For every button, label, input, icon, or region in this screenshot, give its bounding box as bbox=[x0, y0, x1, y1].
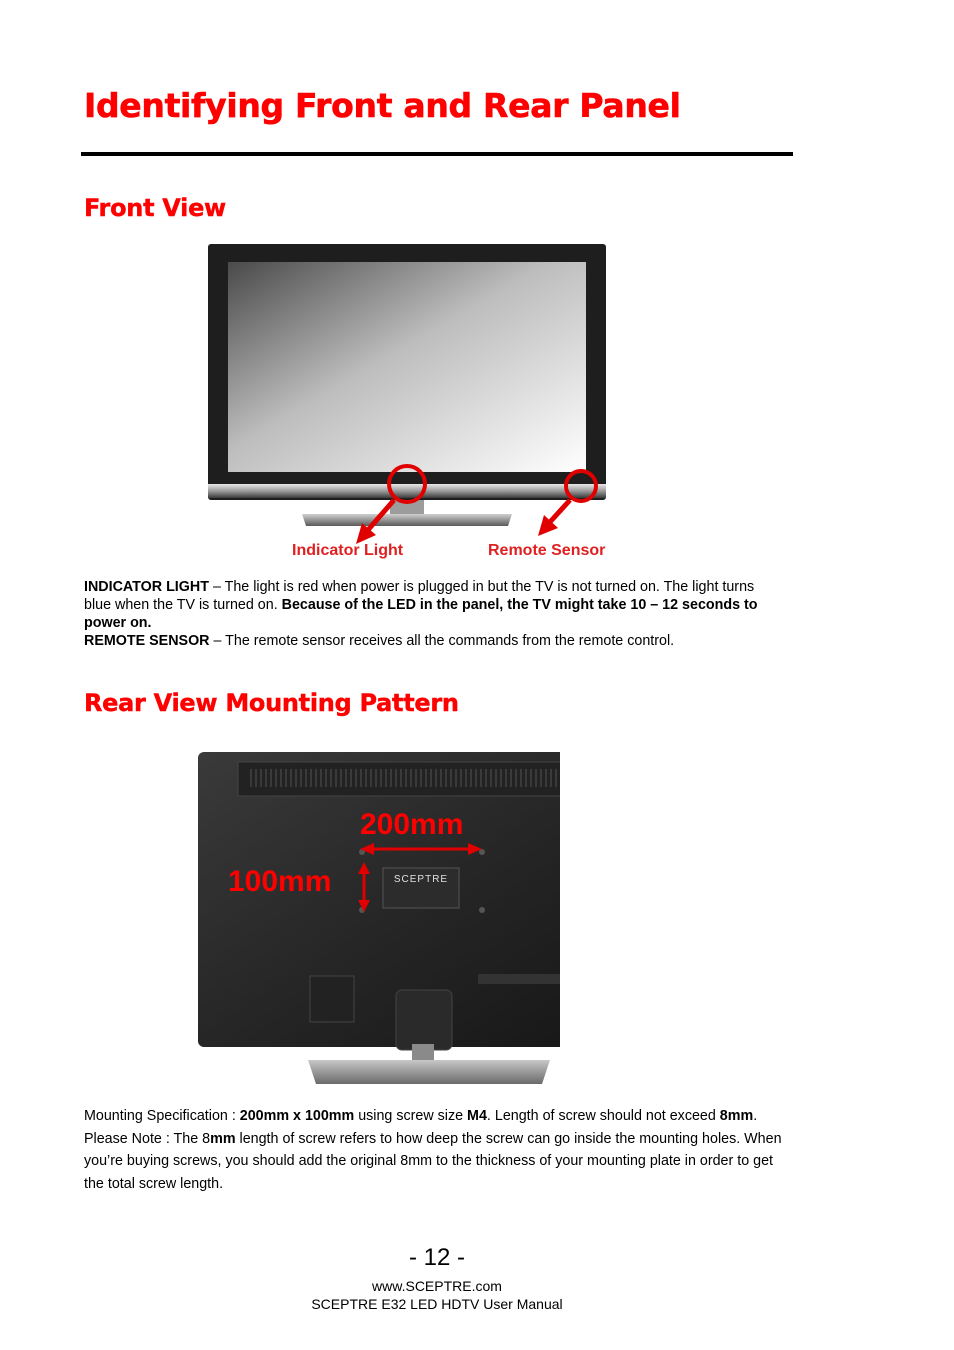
spec-mm: mm bbox=[210, 1130, 236, 1147]
remote-sensor-text: – The remote sensor receives all the commands from the remote control. bbox=[209, 633, 675, 649]
tv-stand bbox=[302, 514, 512, 526]
front-view-description bbox=[84, 578, 784, 650]
rear-tv-stand bbox=[308, 1060, 550, 1084]
spec-length: 8mm bbox=[719, 1108, 754, 1124]
front-view-heading: Front View bbox=[84, 194, 226, 222]
spec-text-3: using screw size bbox=[354, 1108, 468, 1124]
dim-100mm-label: 100mm bbox=[228, 865, 332, 898]
spec-text-9: length of screw refers to how deep the screw can go inside the mounting holes. When you’re buying screws, you should add the original 8mm to the thickness of your mounting plate in order to get the total screw length. bbox=[84, 1130, 782, 1192]
sceptre-badge-text: SCEPTRE bbox=[393, 874, 449, 885]
tv-screen bbox=[228, 262, 586, 472]
tv-bottom-strip bbox=[208, 484, 606, 498]
page-number: - 12 - bbox=[408, 1244, 465, 1271]
spec-text-7: . Please Note : The 8 bbox=[84, 1108, 758, 1147]
indicator-light-term: INDICATOR LIGHT bbox=[84, 579, 209, 595]
front-view-image bbox=[190, 238, 640, 568]
spec-pattern: 200mm x 100mm bbox=[239, 1108, 355, 1124]
indicator-light-text: – The light is red when power is plugged in but the TV is not turned on. The light turns blue when the TV is turned on. bbox=[84, 579, 755, 613]
mounting-specification bbox=[84, 1105, 794, 1195]
dim-200mm-label: 200mm bbox=[360, 808, 464, 841]
page-title: Identifying Front and Rear Panel bbox=[84, 86, 681, 125]
rear-view-image bbox=[190, 748, 560, 1088]
indicator-light-label: Indicator Light bbox=[292, 542, 404, 559]
spec-screw-size: M4 bbox=[467, 1108, 487, 1124]
rear-view-heading: Rear View Mounting Pattern bbox=[84, 689, 459, 717]
footer-manual-title: SCEPTRE E32 LED HDTV User Manual bbox=[311, 1296, 563, 1312]
spec-text-1: Mounting Specification : bbox=[84, 1108, 240, 1124]
remote-sensor-label: Remote Sensor bbox=[488, 542, 606, 559]
spec-text-5: . Length of screw should not exceed bbox=[486, 1108, 720, 1124]
footer-website: www.SCEPTRE.com bbox=[372, 1278, 502, 1294]
indicator-light-note: Because of the LED in the panel, the TV might take 10 – 12 seconds to power on. bbox=[84, 597, 758, 631]
title-divider bbox=[81, 152, 793, 156]
remote-sensor-term: REMOTE SENSOR bbox=[84, 633, 210, 649]
